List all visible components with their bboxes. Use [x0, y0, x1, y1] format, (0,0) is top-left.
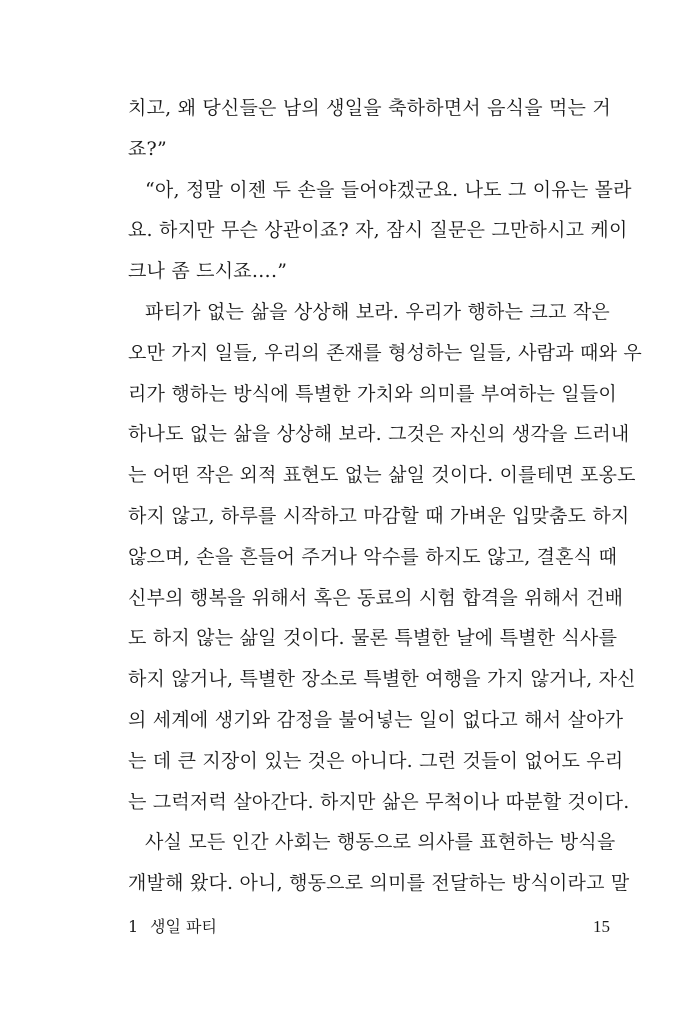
text-line: 도 하지 않는 삶일 것이다. 물론 특별한 날에 특별한 식사를 — [128, 627, 618, 650]
text-line: 는 그럭저럭 살아간다. 하지만 삶은 무척이나 따분할 것이다. — [128, 790, 630, 813]
text-line: 는 데 큰 지장이 있는 것은 아니다. 그런 것들이 없어도 우리 — [128, 749, 624, 772]
text-line: 하나도 없는 삶을 상상해 보라. 그것은 자신의 생각을 드러내 — [128, 423, 630, 446]
page-number: 15 — [593, 917, 610, 936]
running-footer-chapter — [128, 912, 217, 942]
page-footer — [128, 912, 610, 942]
text-line: 하지 않고, 하루를 시작하고 마감할 때 가벼운 입맞춤도 하지 — [128, 504, 630, 527]
text-line: “아, 정말 이젠 두 손을 들어야겠군요. 나도 그 이유는 몰라 — [145, 178, 632, 201]
text-line: 파티가 없는 삶을 상상해 보라. 우리가 행하는 크고 작은 — [145, 300, 610, 323]
text-line: 의 세계에 생기와 감정을 불어넣는 일이 없다고 해서 살아가 — [128, 708, 624, 731]
text-line: 사실 모든 인간 사회는 행동으로 의사를 표현하는 방식을 — [145, 831, 616, 854]
chapter-number: 1 — [128, 917, 139, 936]
text-line: 는 어떤 작은 외적 표현도 없는 삶일 것이다. 이를테면 포옹도 — [128, 464, 636, 487]
text-line: 오만 가지 일들, 우리의 존재를 형성하는 일들, 사람과 때와 우 — [128, 341, 642, 364]
text-line: 않으며, 손을 흔들어 주거나 악수를 하지도 않고, 결혼식 때 — [128, 545, 618, 568]
text-line: 죠?” — [128, 137, 167, 160]
body-text — [128, 88, 642, 904]
chapter-title: 생일 파티 — [150, 917, 217, 936]
text-line: 리가 행하는 방식에 특별한 가치와 의미를 부여하는 일들이 — [128, 382, 617, 405]
text-line: 크나 좀 드시죠….” — [128, 260, 288, 283]
text-line: 치고, 왜 당신들은 남의 생일을 축하하면서 음식을 먹는 거 — [128, 97, 611, 119]
text-line: 신부의 행복을 위해서 혹은 동료의 시험 합격을 위해서 건배 — [128, 586, 624, 609]
text-line: 요. 하지만 무슨 상관이죠? 자, 잠시 질문은 그만하시고 케이 — [128, 219, 628, 242]
text-line: 하지 않거나, 특별한 장소로 특별한 여행을 가지 않거나, 자신 — [128, 668, 636, 691]
text-line: 개발해 왔다. 아니, 행동으로 의미를 전달하는 방식이라고 말 — [128, 872, 630, 895]
